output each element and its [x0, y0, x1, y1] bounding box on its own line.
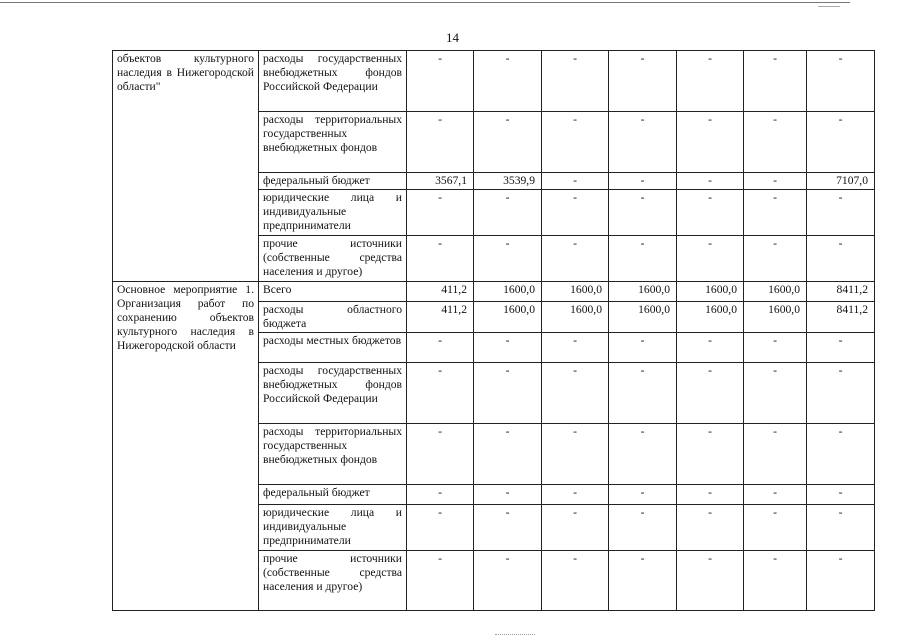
year-value-cell: -: [542, 333, 609, 363]
year-value-cell: -: [407, 333, 474, 363]
year-value-cell: -: [677, 112, 744, 173]
year-value-cell: -: [677, 51, 744, 112]
year-value-cell: -: [677, 173, 744, 190]
year-value-cell: -: [542, 485, 609, 505]
year-value-cell: -: [677, 333, 744, 363]
year-value-cell: 411,2: [407, 282, 474, 302]
funding-source-cell: Всего: [259, 282, 407, 302]
year-value-cell: -: [474, 363, 542, 424]
year-value-cell: 1600,0: [609, 282, 677, 302]
page-number: 14: [446, 30, 459, 45]
year-value-cell: -: [474, 551, 542, 611]
funding-source-cell: федеральный бюджет: [259, 173, 407, 190]
funding-source-cell: расходы местных бюджетов: [259, 333, 407, 363]
year-value-cell: -: [744, 333, 807, 363]
year-value-cell: -: [474, 51, 542, 112]
year-value-cell: -: [542, 236, 609, 282]
year-value-cell: 1600,0: [744, 302, 807, 333]
year-value-cell: -: [744, 424, 807, 485]
funding-source-cell: расходы территориальных государственных внебюджетных фондов: [259, 112, 407, 173]
year-value-cell: 1600,0: [542, 282, 609, 302]
total-value-cell: -: [807, 51, 875, 112]
year-value-cell: -: [744, 551, 807, 611]
year-value-cell: -: [677, 363, 744, 424]
total-value-cell: -: [807, 505, 875, 551]
year-value-cell: -: [677, 485, 744, 505]
funding-source-cell: расходы территориальных государственных внебюджетных фондов: [259, 424, 407, 485]
year-value-cell: 1600,0: [677, 302, 744, 333]
table-row: [113, 51, 875, 112]
funding-source-cell: юридические лица и индивидуальные предприниматели: [259, 190, 407, 236]
measure-name-cell: объектов культурного наследия в Нижегородской области": [113, 51, 259, 282]
year-value-cell: -: [407, 112, 474, 173]
year-value-cell: -: [744, 51, 807, 112]
year-value-cell: -: [677, 505, 744, 551]
total-value-cell: 7107,0: [807, 173, 875, 190]
year-value-cell: -: [609, 236, 677, 282]
year-value-cell: -: [609, 333, 677, 363]
year-value-cell: -: [407, 424, 474, 485]
year-value-cell: -: [677, 551, 744, 611]
total-value-cell: -: [807, 551, 875, 611]
funding-source-cell: юридические лица и индивидуальные предприниматели: [259, 505, 407, 551]
total-value-cell: -: [807, 112, 875, 173]
year-value-cell: -: [407, 363, 474, 424]
year-value-cell: 411,2: [407, 302, 474, 333]
year-value-cell: 1600,0: [744, 282, 807, 302]
funding-source-cell: расходы государственных внебюджетных фондов Российской Федерации: [259, 363, 407, 424]
funding-source-cell: прочие источники (собственные средства населения и другое): [259, 551, 407, 611]
year-value-cell: -: [474, 190, 542, 236]
year-value-cell: 3539,9: [474, 173, 542, 190]
year-value-cell: -: [744, 173, 807, 190]
year-value-cell: -: [609, 424, 677, 485]
year-value-cell: -: [677, 190, 744, 236]
year-value-cell: -: [609, 551, 677, 611]
year-value-cell: -: [407, 51, 474, 112]
budget-table: [112, 50, 875, 611]
year-value-cell: -: [609, 112, 677, 173]
year-value-cell: -: [542, 173, 609, 190]
total-value-cell: -: [807, 424, 875, 485]
funding-source-cell: расходы государственных внебюджетных фондов Российской Федерации: [259, 51, 407, 112]
bottom-scan-mark: [495, 634, 535, 635]
year-value-cell: -: [744, 236, 807, 282]
year-value-cell: 1600,0: [542, 302, 609, 333]
total-value-cell: -: [807, 190, 875, 236]
year-value-cell: -: [474, 112, 542, 173]
year-value-cell: -: [474, 505, 542, 551]
year-value-cell: -: [744, 190, 807, 236]
year-value-cell: -: [474, 424, 542, 485]
year-value-cell: -: [609, 190, 677, 236]
year-value-cell: -: [542, 424, 609, 485]
funding-source-cell: федеральный бюджет: [259, 485, 407, 505]
budget-table-body: [113, 51, 875, 611]
funding-source-cell: прочие источники (собственные средства населения и другое): [259, 236, 407, 282]
year-value-cell: -: [407, 485, 474, 505]
year-value-cell: 1600,0: [609, 302, 677, 333]
year-value-cell: -: [677, 424, 744, 485]
year-value-cell: -: [407, 190, 474, 236]
year-value-cell: -: [474, 333, 542, 363]
year-value-cell: -: [744, 505, 807, 551]
year-value-cell: -: [474, 236, 542, 282]
year-value-cell: -: [609, 485, 677, 505]
year-value-cell: 1600,0: [677, 282, 744, 302]
year-value-cell: -: [609, 363, 677, 424]
year-value-cell: -: [542, 505, 609, 551]
top-rule-mark: [818, 6, 840, 7]
year-value-cell: -: [677, 236, 744, 282]
top-rule: [0, 2, 850, 3]
table-row: [113, 282, 875, 302]
total-value-cell: 8411,2: [807, 282, 875, 302]
total-value-cell: -: [807, 363, 875, 424]
year-value-cell: -: [407, 551, 474, 611]
year-value-cell: 3567,1: [407, 173, 474, 190]
year-value-cell: -: [407, 505, 474, 551]
year-value-cell: -: [542, 551, 609, 611]
year-value-cell: -: [609, 51, 677, 112]
year-value-cell: -: [744, 112, 807, 173]
total-value-cell: -: [807, 485, 875, 505]
year-value-cell: -: [474, 485, 542, 505]
year-value-cell: -: [407, 236, 474, 282]
total-value-cell: -: [807, 333, 875, 363]
year-value-cell: 1600,0: [474, 302, 542, 333]
year-value-cell: -: [609, 505, 677, 551]
year-value-cell: -: [744, 485, 807, 505]
year-value-cell: -: [542, 363, 609, 424]
measure-name-cell: Основное мероприятие 1. Организация работ по сохранению объектов культурного наследия в Нижегородской области: [113, 282, 259, 611]
year-value-cell: -: [744, 363, 807, 424]
total-value-cell: 8411,2: [807, 302, 875, 333]
year-value-cell: -: [542, 112, 609, 173]
year-value-cell: 1600,0: [474, 282, 542, 302]
year-value-cell: -: [609, 173, 677, 190]
funding-source-cell: расходы областного бюджета: [259, 302, 407, 333]
total-value-cell: -: [807, 236, 875, 282]
year-value-cell: -: [542, 51, 609, 112]
year-value-cell: -: [542, 190, 609, 236]
